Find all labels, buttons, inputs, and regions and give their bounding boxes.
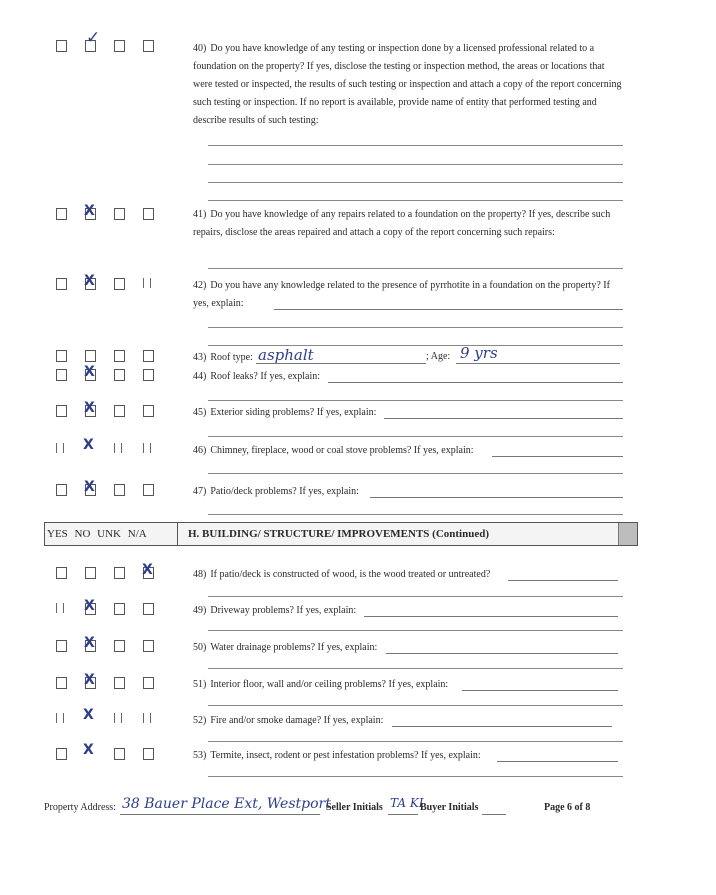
unk-checkbox[interactable] (114, 443, 122, 453)
question-text (193, 40, 625, 130)
answer-boxes (56, 672, 156, 691)
yes-checkbox[interactable] (56, 748, 67, 760)
explain-line[interactable] (508, 580, 618, 581)
x-mark-icon: X (84, 364, 95, 380)
no-checkbox[interactable] (85, 350, 96, 362)
yes-checkbox[interactable] (56, 640, 67, 652)
question-text (193, 442, 625, 460)
no-checkbox[interactable] (84, 203, 96, 220)
na-checkbox[interactable] (143, 484, 154, 496)
unk-checkbox[interactable] (114, 278, 125, 290)
question-body: Chimney, fireplace, wood or coal stove problems? If yes, explain: (210, 445, 474, 456)
section-title: H. BUILDING/ STRUCTURE/ IMPROVEMENTS (Continued) (188, 528, 490, 540)
answer-line[interactable] (208, 705, 623, 706)
yes-checkbox[interactable] (56, 208, 67, 220)
question-body: Patio/deck problems? If yes, explain: (210, 486, 359, 497)
x-mark-icon: X (84, 400, 95, 416)
question-number: 43) (193, 352, 207, 363)
yes-checkbox[interactable] (56, 369, 67, 381)
question-text (193, 566, 633, 584)
no-checkbox[interactable] (85, 28, 101, 52)
question-number: 48) (193, 569, 207, 580)
no-checkbox[interactable] (84, 672, 96, 689)
no-checkbox[interactable] (84, 273, 96, 290)
answer-line[interactable] (208, 596, 623, 597)
explain-line[interactable] (328, 382, 623, 383)
na-checkbox[interactable] (143, 677, 154, 689)
question-number: 49) (193, 605, 207, 616)
no-checkbox[interactable] (83, 742, 94, 758)
question-number: 51) (193, 679, 207, 690)
no-checkbox[interactable] (85, 567, 96, 579)
column-headings: YES NO UNK N/A (45, 523, 178, 545)
answer-line[interactable] (208, 182, 623, 183)
question-number: 50) (193, 642, 207, 653)
x-mark-icon: X (84, 598, 95, 614)
unk-checkbox[interactable] (114, 350, 125, 362)
answer-boxes (56, 364, 156, 383)
question-number: 47) (193, 486, 207, 497)
question-text (193, 712, 625, 730)
no-checkbox[interactable] (83, 437, 94, 453)
roof-type-value[interactable]: asphalt (258, 346, 314, 364)
check-mark-icon: ✓ (86, 28, 101, 48)
question-number: 45) (193, 407, 207, 418)
na-checkbox[interactable] (142, 562, 154, 579)
buyer-initials-field[interactable] (482, 814, 506, 815)
unk-checkbox[interactable] (114, 369, 125, 381)
na-checkbox[interactable] (143, 713, 151, 723)
question-number: 41) (193, 209, 207, 220)
answer-boxes (56, 707, 156, 727)
question-body: Fire and/or smoke damage? If yes, explain: (210, 715, 384, 726)
question-number: 46) (193, 445, 207, 456)
roof-type-label: Roof type: (210, 352, 253, 363)
answer-line[interactable] (208, 741, 623, 742)
answer-boxes (56, 437, 156, 457)
x-mark-icon: X (84, 273, 95, 289)
no-checkbox[interactable] (84, 635, 96, 652)
answer-boxes (56, 350, 156, 364)
unk-checkbox[interactable] (114, 748, 125, 760)
yes-checkbox[interactable] (56, 443, 64, 453)
answer-line[interactable] (208, 145, 623, 146)
address-underline (120, 814, 320, 815)
answer-boxes (56, 635, 156, 654)
x-mark-icon: X (84, 479, 95, 495)
no-checkbox[interactable] (84, 479, 96, 496)
explain-line[interactable] (392, 726, 612, 727)
x-mark-icon: X (84, 635, 95, 651)
x-mark-icon: X (142, 562, 153, 578)
explain-line[interactable] (364, 616, 618, 617)
yes-checkbox[interactable] (56, 567, 67, 579)
header-accent-bar (618, 523, 637, 545)
x-mark-icon: X (84, 672, 95, 688)
age-value[interactable]: 9 yrs (460, 344, 498, 362)
question-body: Do you have knowledge of any testing or inspection done by a licensed professional related to a foundation on the property? If yes, disclose the testing or inspection method, the areas or locations that were tested or inspected, the results of such testing or inspection and attach a copy of the report concerning such testing or inspection. If no report is available, provide name of entity that performed testing and describe results of such testing: (193, 43, 622, 126)
x-mark-icon: X (83, 707, 94, 723)
explain-line[interactable] (492, 456, 623, 457)
answer-boxes (56, 203, 156, 222)
answer-line[interactable] (208, 514, 623, 515)
no-checkbox[interactable] (84, 364, 96, 381)
question-number: 44) (193, 371, 207, 382)
unk-checkbox[interactable] (114, 713, 122, 723)
question-number: 40) (193, 43, 207, 54)
explain-line[interactable] (384, 418, 623, 419)
yes-checkbox[interactable] (56, 350, 67, 362)
question-text (193, 639, 625, 657)
question-body: Interior floor, wall and/or ceiling problems? If yes, explain: (210, 679, 449, 690)
answer-boxes (56, 742, 156, 762)
question-text (193, 676, 625, 694)
page-number: Page 6 of 8 (544, 802, 591, 813)
question-number: 42) (193, 280, 207, 291)
yes-checkbox[interactable] (56, 405, 67, 417)
yes-checkbox[interactable] (56, 40, 67, 52)
question-body: Termite, insect, rodent or pest infestation problems? If yes, explain: (210, 750, 481, 761)
na-checkbox[interactable] (143, 208, 154, 220)
question-text (193, 483, 625, 501)
question-number: 52) (193, 715, 207, 726)
question-text (193, 206, 625, 242)
unk-checkbox[interactable] (114, 484, 125, 496)
yes-checkbox[interactable] (56, 278, 67, 290)
buyer-initials-label: Buyer Initials (420, 802, 479, 813)
question-number: 53) (193, 750, 207, 761)
yes-checkbox[interactable] (56, 677, 67, 689)
age-underline (456, 363, 620, 364)
question-body: Driveway problems? If yes, explain: (210, 605, 357, 616)
no-checkbox[interactable] (84, 598, 96, 615)
seller-initials-value[interactable]: TA KI (390, 796, 424, 810)
answer-line[interactable] (208, 630, 623, 631)
x-mark-icon: X (84, 203, 95, 219)
answer-boxes (56, 400, 156, 419)
roof-type-line-underline (256, 363, 426, 364)
x-mark-icon: X (83, 742, 94, 758)
question-body: If patio/deck is constructed of wood, is the wood treated or untreated? (210, 569, 491, 580)
unk-checkbox[interactable] (114, 640, 125, 652)
question-text (193, 277, 625, 313)
answer-line[interactable] (208, 668, 623, 669)
explain-line[interactable] (370, 497, 623, 498)
yes-checkbox[interactable] (56, 713, 64, 723)
answer-boxes (56, 273, 156, 292)
answer-boxes (56, 479, 156, 498)
question-body: Do you have any knowledge related to the presence of pyrrhotite in a foundation on the property? If yes, explain: (193, 280, 610, 309)
na-checkbox[interactable] (143, 278, 151, 288)
explain-line[interactable] (386, 653, 618, 654)
na-checkbox[interactable] (143, 350, 154, 362)
answer-boxes (56, 28, 156, 54)
na-checkbox[interactable] (143, 748, 154, 760)
seller-underline (388, 814, 418, 815)
question-text (193, 602, 625, 620)
na-checkbox[interactable] (143, 40, 154, 52)
question-text (193, 368, 625, 386)
na-checkbox[interactable] (143, 640, 154, 652)
na-checkbox[interactable] (143, 369, 154, 381)
answer-line[interactable] (208, 436, 623, 437)
yes-checkbox[interactable] (56, 603, 64, 613)
na-checkbox[interactable] (143, 405, 154, 417)
unk-checkbox[interactable] (114, 40, 125, 52)
section-header (44, 522, 638, 546)
age-label: ; Age: (426, 351, 451, 362)
no-checkbox[interactable] (84, 400, 96, 417)
answer-line[interactable] (208, 776, 623, 777)
property-address-value[interactable]: 38 Bauer Place Ext, Westport (122, 796, 331, 812)
unk-checkbox[interactable] (114, 405, 125, 417)
unk-checkbox[interactable] (114, 208, 125, 220)
question-text (193, 404, 625, 422)
answer-line[interactable] (208, 327, 623, 328)
na-checkbox[interactable] (143, 603, 154, 615)
no-checkbox[interactable] (83, 707, 94, 723)
answer-line[interactable] (208, 200, 623, 201)
answer-line[interactable] (208, 400, 623, 401)
answer-line[interactable] (208, 473, 623, 474)
answer-line[interactable] (208, 164, 623, 165)
unk-checkbox[interactable] (114, 603, 125, 615)
question-text (193, 747, 633, 765)
page-footer (44, 798, 604, 820)
question-body: Water drainage problems? If yes, explain: (210, 642, 378, 653)
question-body: Do you have knowledge of any repairs related to a foundation on the property? If yes, describe such repairs, disclose the areas repaired and attach a copy of the report concerning such repairs: (193, 209, 611, 238)
seller-initials-label: Seller Initials (326, 802, 383, 813)
unk-checkbox[interactable] (114, 567, 125, 579)
explain-line[interactable] (274, 309, 623, 310)
property-address-label: Property Address: (44, 802, 116, 813)
question-body: Exterior siding problems? If yes, explain: (210, 407, 377, 418)
unk-checkbox[interactable] (114, 677, 125, 689)
explain-line[interactable] (497, 761, 618, 762)
explain-line[interactable] (462, 690, 618, 691)
question-body: Roof leaks? If yes, explain: (210, 371, 321, 382)
answer-boxes (56, 598, 156, 617)
x-mark-icon: X (83, 437, 94, 453)
yes-checkbox[interactable] (56, 484, 67, 496)
answer-line[interactable] (208, 268, 623, 269)
na-checkbox[interactable] (143, 443, 151, 453)
answer-boxes (56, 562, 156, 581)
